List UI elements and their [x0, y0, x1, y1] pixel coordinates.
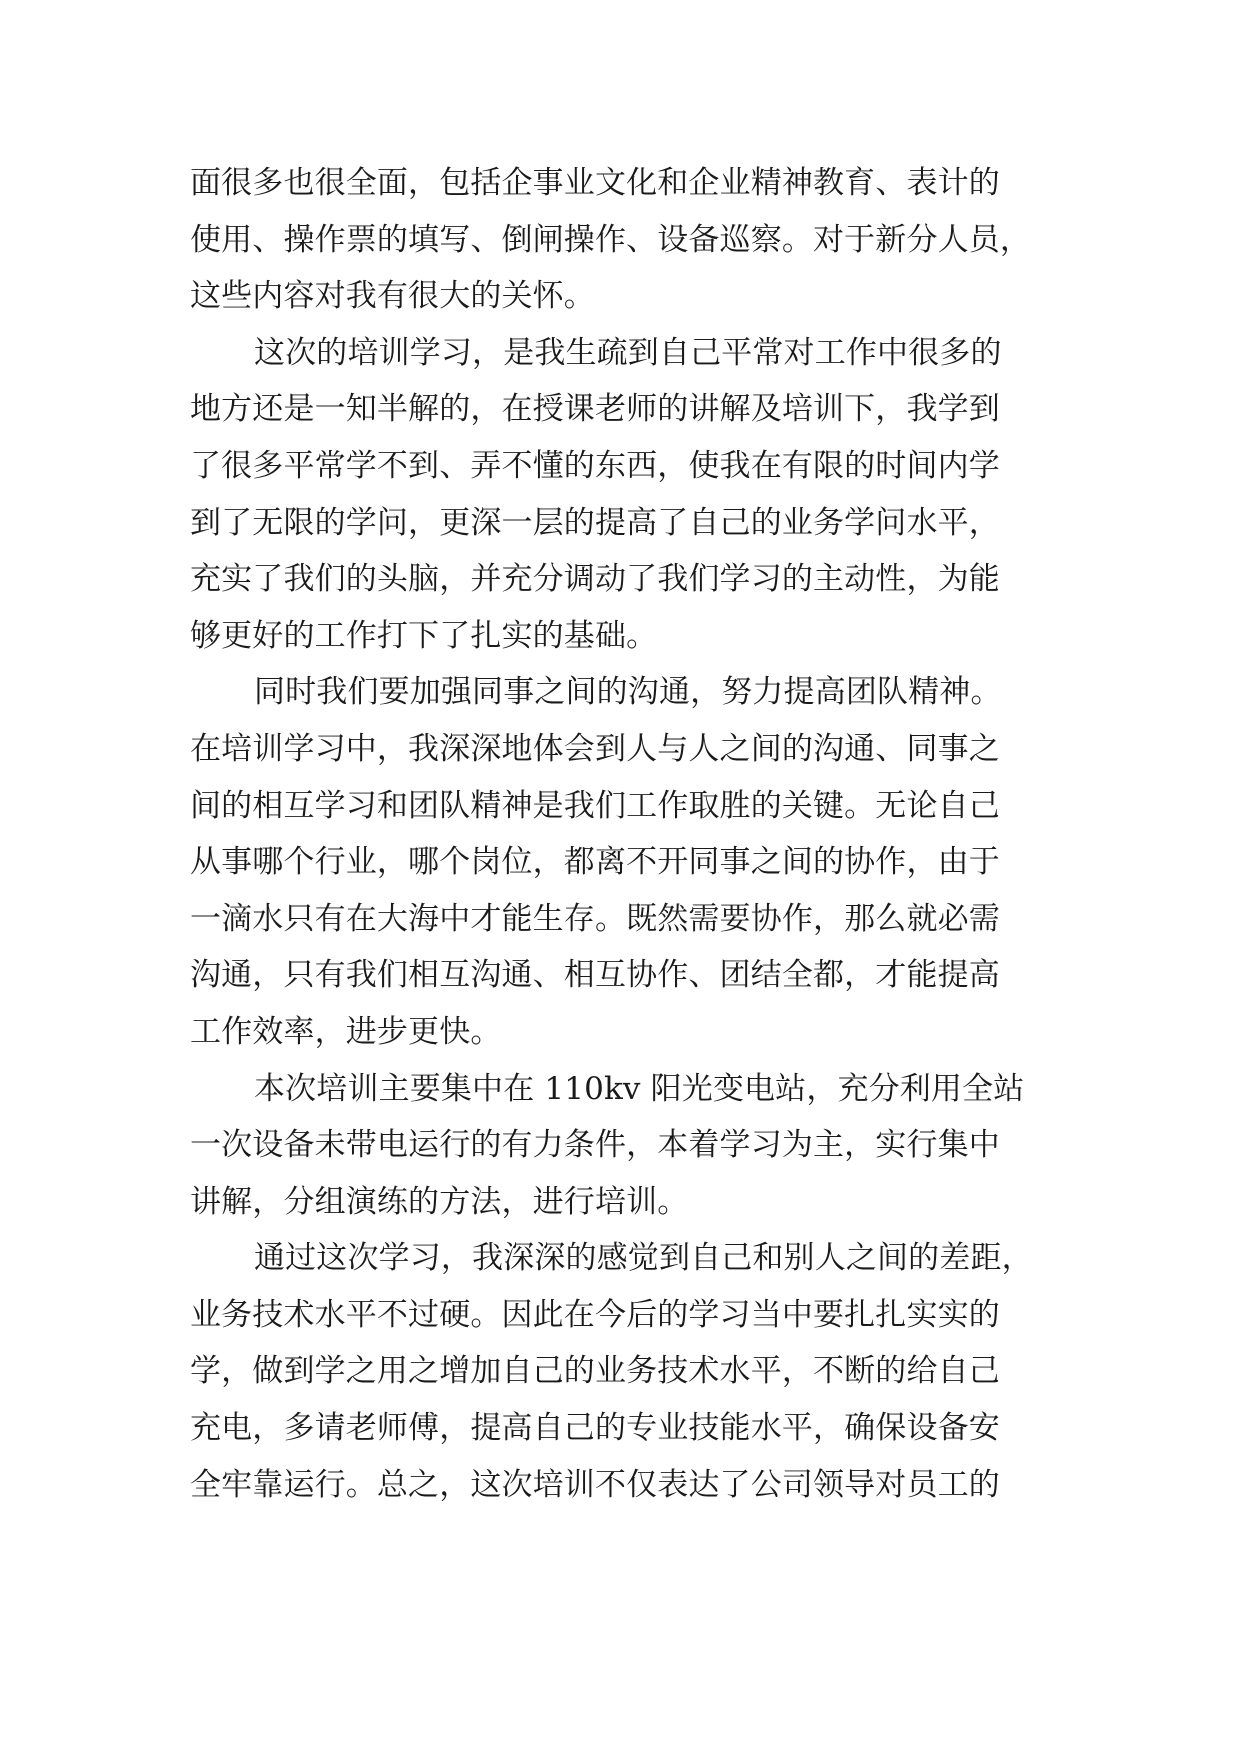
text-line: 使用、操作票的填写、倒闸操作、设备巡察。对于新分人员，	[190, 221, 1032, 258]
text-line: 面很多也很全面，包括企事业文化和企业精神教育、表计的	[190, 165, 1000, 201]
text-line: 讲解，分组演练的方法，进行培训。	[190, 1183, 689, 1220]
text-line: 到了无限的学问，更深一层的提高了自己的业务学问水平，	[190, 504, 1000, 541]
paragraph-first-line: 同时我们要加强同事之间的沟通，努力提高团队精神。	[254, 674, 1002, 711]
text-line: 从事哪个行业，哪个岗位，都离不开同事之间的协作，由于	[190, 844, 1000, 881]
paragraph-first-line: 本次培训主要集中在 110kv 阳光变电站，充分利用全站	[254, 1070, 1025, 1107]
text-line: 了很多平常学不到、弄不懂的东西，使我在有限的时间内学	[190, 447, 1000, 484]
text-line: 地方还是一知半解的，在授课老师的讲解及培训下，我学到	[190, 391, 1000, 428]
text-line: 充实了我们的头脑，并充分调动了我们学习的主动性，为能	[190, 561, 1000, 598]
text-line: 一滴水只有在大海中才能生存。既然需要协作，那么就必需	[190, 900, 1000, 937]
text-line: 这些内容对我有很大的关怀。	[190, 278, 595, 315]
text-line: 业务技术水平不过硬。因此在今后的学习当中要扎扎实实的	[190, 1296, 1000, 1333]
text-line: 学，做到学之用之增加自己的业务技术水平，不断的给自己	[190, 1353, 1000, 1390]
text-line: 间的相互学习和团队精神是我们工作取胜的关键。无论自己	[190, 787, 1000, 824]
paragraph-first-line: 这次的培训学习，是我生疏到自己平常对工作中很多的	[254, 334, 1002, 371]
text-line: 工作效率，进步更快。	[190, 1013, 502, 1050]
text-line: 在培训学习中，我深深地体会到人与人之间的沟通、同事之	[190, 730, 1000, 767]
text-line: 一次设备未带电运行的有力条件，本着学习为主，实行集中	[190, 1127, 1000, 1164]
paragraph-first-line: 通过这次学习，我深深的感觉到自己和别人之间的差距，	[254, 1240, 1033, 1277]
text-line: 够更好的工作打下了扎实的基础。	[190, 617, 658, 654]
text-line: 沟通，只有我们相互沟通、相互协作、团结全都，才能提高	[190, 957, 1000, 994]
text-line: 全牢靠运行。总之，这次培训不仅表达了公司领导对员工的	[190, 1466, 1000, 1503]
document-body	[190, 155, 1050, 1513]
text-line: 充电，多请老师傅，提高自己的专业技能水平，确保设备安	[190, 1410, 1000, 1447]
